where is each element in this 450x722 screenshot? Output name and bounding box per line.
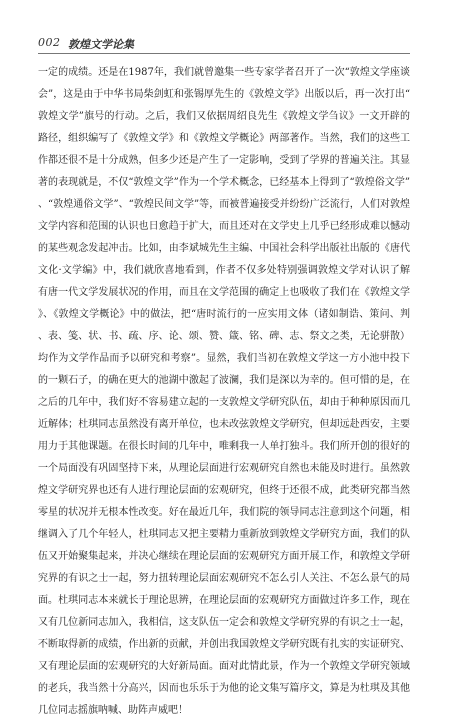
book-title: 敦煌文学论集 <box>68 38 134 51</box>
paragraph: 一定的成绩。还是在1987年，我们就曾邀集一些专家学者召开了一次“敦煌文学座谈会”，这是由于中华书局柴剑虹和张锡厚先生的《敦煌文学》出版以后，再一次打出“敦煌文学”旗号的行动。之后，我们又依据周绍良先生《敦煌文学刍议》一文开辟的路径，组织编写了《敦煌文学》和《敦煌文学概论》两部著作。当然，我们的这些工作都还很不是十分成熟，但多少还是产生了一定影响，受到了学界的普遍关注。其显著的表现就是，不仅“敦煌文学”作为一个学术概念，已经基本上得到了“敦煌俗文学”、“敦煌通俗文学”、“敦煌民间文学”等，而被普遍接受并纷纷广泛流行，人们对敦煌文学内容和范围的认识也日愈趋于扩大，而且还对在文学史上几乎已经形成难以憾动的某些观念发起冲击。比如，由李斌城先生主编、中国社会科学出版社出版的《唐代文化·文学编》中，我们就欣喜地看到，作者不仅多处特别强调敦煌文学对认识了解有唐一代文学发展状况的作用，而且在文学范围的确定上也吸收了我们在《敦煌文学》、《敦煌文学概论》中的做法，把“唐时流行的一应实用文体（诸如制诰、策问、判、表、笺、状、书、疏、序、论、颂、赞、箴、铭、碑、志、祭文之类，无论骈散）均作为文学作品而予以研究和考察”。显然，我们当初在敦煌文学这一方小池中投下的一颗石子，的确在更大的池湖中激起了波澜，我们是深以为幸的。但可惜的是，在之后的几年中，我们好不容易建立起的一支敦煌文学研究队伍，却由于种种原因而几近解体；杜琪同志虽然没有离开单位，也未改弦敦煌文学研究，但却远赴西安，主要用力于其他课题。在很长时间的几年中，唯剩我一人单打独斗。我们所开创的很好的一个局面没有巩固坚持下来，从理论层面进行宏观研究自然也未能及时进行。虽然敦煌文学研究界也还有人进行理论层面的宏观研究，但终于还很不成，此类研究都当然零星的状况并无根本性改变。好在最近几年，我们院的领导同志注意到这个问题，相继调入了几个年轻人，杜琪同志又把主要精力重新放到敦煌文学研究方面，我们的队伍又开始聚集起来，并决心继续在理论层面的宏观研究方面开展工作，和敦煌文学研究界的有识之士一起，努力扭转理论层面宏观研究不怎么引人关注、不怎么景气的局面。杜琪同志本来就长于理论思辨，在理论层面的宏观研究方面做过许多工作，现在又有几位新同志加入，我相信，这支队伍一定会和敦煌文学研究界的有识之士一起，不断取得新的成绩，作出新的贡献，并创出我国敦煌文学研究既有扎实的实证研究、又有理论层面的宏观研究的大好新局面。面对此情此景，作为一个敦煌文学研究领域的老兵，我当然十分高兴，因而也乐乐于为他的论文集写篇序文，算是为杜琪及其他几位同志摇旗呐喊、助阵声威吧！ <box>38 67 410 716</box>
page-number: 002 <box>38 36 61 49</box>
running-header <box>38 36 410 52</box>
body-text <box>38 62 410 722</box>
header-rule <box>38 53 410 54</box>
